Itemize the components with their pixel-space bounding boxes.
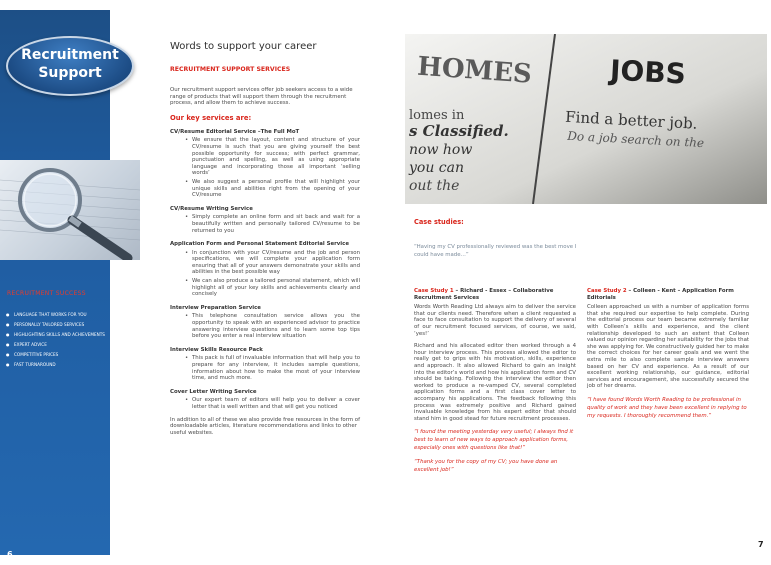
case-study-title	[587, 288, 749, 301]
testimonial-quote: “Thank you for the copy of my CV; you have done an excellent job!”	[414, 459, 558, 474]
logo-line-1: Recruitment	[21, 47, 119, 63]
case-studies-heading: Case studies:	[414, 218, 464, 226]
case-study-1	[414, 288, 576, 480]
newspaper-icon	[405, 34, 767, 204]
photo-jobs: JOBS	[609, 53, 687, 91]
jobs-newspaper-photo	[405, 34, 767, 204]
list-item: ● COMPETITIVE PRICES	[6, 350, 106, 360]
service-title: CV/Resume Writing Service	[170, 205, 253, 212]
closing-paragraph: In addition to all of these we also provide free resources in the form of downloadable articles, literature recommendations and links to other useful websites.	[170, 416, 360, 436]
list-item: ● HIGHLIGHTING SKILLS AND ACHIEVEMENTS	[6, 330, 106, 340]
photo-do: Do a job search on the	[566, 128, 705, 151]
photo-find: Find a better job.	[564, 107, 698, 133]
photo-ines: lomes in	[409, 108, 465, 123]
list-item: • We can also produce a tailored personal statement, which will highlight all of your key skills and achievements clearly and concisely	[192, 278, 360, 298]
case-paragraph: Colleen approached us with a number of application forms that she required our expertise to help complete. During the editorial process our team became extremely familiar with Colleen’s skills and experience, and the client relationship developed to such an extent that Colleen valued our opinion regarding her suitability for the jobs that she was applying for. We constructively guided her to make the correct choices for her career goals and we went the extra mile to also complete sample interview answers based on her CV and experience. As a result of our excellent working relationship, our guidance, editorial services and encouragement, she successfully secured the job of her dreams.	[587, 304, 749, 390]
service-bullets	[170, 355, 360, 381]
logo-line-2: Support	[38, 65, 102, 81]
service-bullets	[170, 250, 360, 298]
list-item: ● PERSONALLY TAILORED SERVICES	[6, 320, 106, 330]
list-item: ● EXPERT ADVICE	[6, 340, 106, 350]
service-title: Interview Preparation Service	[170, 304, 261, 311]
list-item: ● FAST TURNAROUND	[6, 360, 106, 370]
page-number-right: 7	[758, 540, 764, 549]
case-study-subtitle: – Colleen - Kent – Application Form Editorials	[587, 288, 734, 301]
page-number-left: 6	[7, 550, 13, 559]
list-item: • This pack is full of invaluable information that will help you to prepare for any interview, it includes sample questions, information about how to make the most of your interview time, and much more.	[192, 355, 360, 381]
photo-out: out the	[409, 178, 460, 194]
case-paragraph: Richard and his allocated editor then worked through a 4 hour interview process. This process allowed the editor to really get to grips with his motivation, skills, experience and approach. It also allowed Richard to gain an insight into the editor’s world and how his application form and CV should be taking. Following the interview the editor then worked to produce a re-vamped CV, several completed application forms and a first class cover letter to accompany his applications. The feedback following this process was extremely positive and Richard gained invaluable knowledge from his expert editor that should stand him in good stead for future recruitment processes.	[414, 343, 576, 422]
service-bullets	[170, 397, 360, 410]
magnifying-glass-icon	[0, 160, 140, 260]
service-title: Application Form and Personal Statement Editorial Service	[170, 241, 350, 248]
section-title: RECRUITMENT SUPPORT SERVICES	[170, 66, 291, 73]
photo-classified: s Classified.	[409, 122, 509, 140]
photo-you-can: you can	[409, 160, 465, 176]
case-study-label: Case Study 1	[414, 288, 454, 294]
testimonial-quote: “I found the meeting yesterday very useful; I always find it best to learn of new ways to approach application forms, especially ones with questions like that!”	[414, 429, 574, 452]
services-column	[170, 40, 360, 436]
photo-homes: HOMES	[416, 51, 533, 90]
case-study-label: Case Study 2	[587, 288, 627, 294]
list-item: • This telephone consultation service allows you the opportunity to speak with an experienced advisor to practice answering interview questions and to learn some top tips before you enter a real interview situation	[192, 313, 360, 339]
list-item: ● LANGUAGE THAT WORKS FOR YOU	[6, 310, 106, 320]
left-sidebar	[0, 10, 119, 559]
case-paragraph: Words Worth Reading Ltd always aim to deliver the service that our clients need. Therefore when a client requested a face to face consultation to support the delivery of several of our recruitment focused services, of course, we said, ‘yes!’	[414, 304, 576, 337]
testimonial-quote: “I have found Words Worth Reading to be professional in quality of work and they have been excellent in replying to my requests. I thoroughly recommend them.”	[587, 396, 747, 419]
page-title: Words to support your career	[170, 41, 317, 52]
key-services-heading: Our key services are:	[170, 113, 252, 122]
list-item: • Our expert team of editors will help you to deliver a cover letter that is well written and that will get you noticed	[192, 397, 360, 410]
case-study-title	[414, 288, 576, 301]
case-study-subtitle: – Richard - Essex – Collaborative Recruitment Services	[414, 288, 554, 301]
service-title: Cover Letter Writing Service	[170, 388, 257, 395]
intro-paragraph: Our recruitment support services offer job seekers access to a wide range of products that will support them through the recruitment process, and allow them to achieve success.	[170, 87, 353, 107]
service-bullets	[170, 214, 360, 234]
logo-text	[6, 46, 134, 82]
list-item: • We ensure that the layout, content and structure of your CV/resume is such that you are giving yourself the best possible opportunity for success; with perfect grammar, punctuation and spelling, as well as using appropriate language and incorporating those all important ‘selling words’	[192, 137, 360, 177]
magnifier-photo	[0, 160, 140, 260]
service-bullets	[170, 313, 360, 339]
list-item: • In conjunction with your CV/resume and the job and person specifications, we will complete your application form ensuring that all of your answers demonstrate your skills and abilities in the best possible way	[192, 250, 360, 276]
success-title: RECRUITMENT SUCCESS	[7, 290, 86, 297]
list-item: • We also suggest a personal profile that will highlight your unique skills and abilities right from the opening of your CV/resume	[192, 179, 360, 199]
service-title: CV/Resume Editorial Service –The Full MoT	[170, 128, 300, 135]
case-study-2	[587, 288, 749, 426]
photo-now: now how	[409, 142, 473, 158]
list-item: • Simply complete an online form and sit back and wait for a beautifully written and personally tailored CV/resume to be returned to you	[192, 214, 360, 234]
case-studies-quote: “Having my CV professionally reviewed was the best move I could have made…”	[414, 244, 577, 258]
service-bullets	[170, 137, 360, 198]
success-list	[6, 310, 106, 370]
service-title: Interview Skills Resource Pack	[170, 346, 263, 353]
